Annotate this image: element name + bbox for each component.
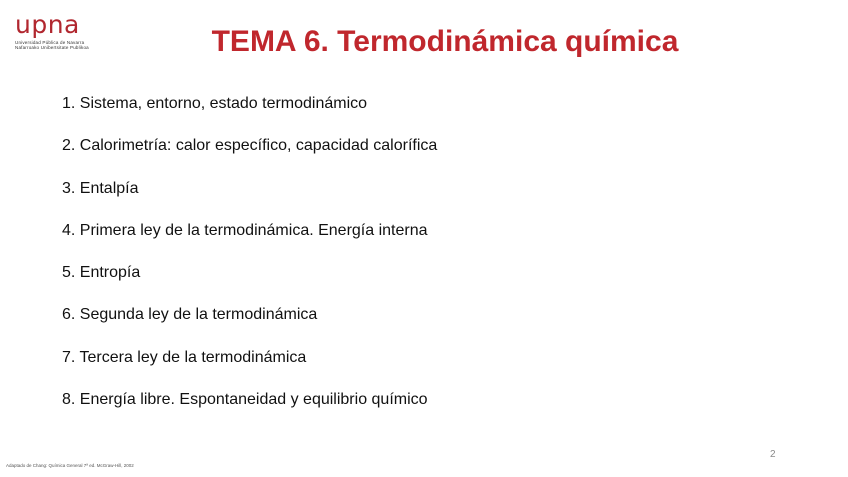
topic-item-7: 7. Tercera ley de la termodinámica <box>62 348 307 366</box>
topic-item-1: 1. Sistema, entorno, estado termodinámico <box>62 95 368 112</box>
logo-wordmark: upna <box>15 10 80 39</box>
slide-title: TEMA 6. Termodinámica química <box>211 25 679 58</box>
topic-item-4: 4. Primera ley de la termodinámica. Energía interna <box>62 221 428 239</box>
topic-item-8: 8. Energía libre. Espontaneidad y equilibrio químico <box>62 391 428 409</box>
logo-subtitle-line-2: Nafarroako Unibertsitate Publikoa <box>15 45 89 50</box>
page-number: 2 <box>770 449 776 460</box>
topic-item-2: 2. Calorimetría: calor específico, capacidad calorífica <box>62 137 438 155</box>
topic-item-6: 6. Segunda ley de la termodinámica <box>62 306 318 324</box>
source-note: Adaptado de Chang: Química General 7ª ed. McGraw-Hill, 2002 <box>6 463 134 468</box>
university-logo <box>15 12 110 50</box>
topic-item-5: 5. Entropía <box>62 264 141 282</box>
topic-list <box>62 92 437 430</box>
logo-subtitle-line-1: Universidad Pública de Navarra <box>15 40 85 45</box>
topic-item-3: 3. Entalpía <box>62 179 139 197</box>
